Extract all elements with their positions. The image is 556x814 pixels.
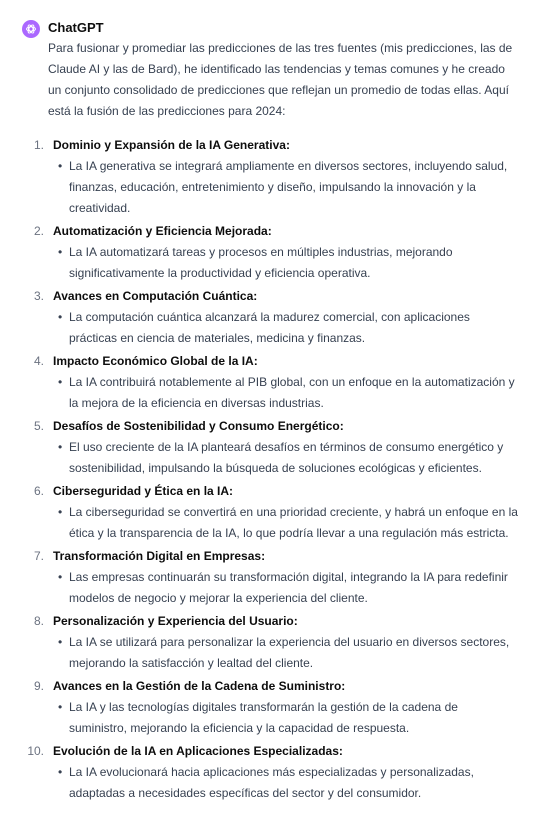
prediction-number: 10. (27, 744, 44, 758)
openai-logo-icon (25, 23, 37, 35)
prediction-text: Las empresas continuarán su transformación digital, integrando la IA para redefinir modelos de negocio y mejorar la experiencia del cliente. (69, 570, 508, 605)
prediction-text: La IA se utilizará para personalizar la experiencia del usuario en diversos sectores, mejorando la satisfacción y lealtad del cliente. (69, 635, 510, 670)
bullet-icon: • (58, 245, 63, 259)
prediction-item (33, 416, 518, 479)
prediction-number: 9. (33, 679, 44, 693)
prediction-item (33, 481, 518, 544)
prediction-bullets (48, 437, 518, 479)
prediction-title: Desafíos de Sostenibilidad y Consumo Energético: (53, 419, 344, 433)
prediction-number: 2. (33, 224, 44, 238)
bullet-icon: • (58, 375, 63, 389)
prediction-bullets (48, 156, 518, 219)
bullet-item (48, 632, 518, 674)
prediction-text: La computación cuántica alcanzará la madurez comercial, con aplicaciones prácticas en ciencia de materiales, medicina y finanzas. (69, 310, 470, 345)
prediction-item (33, 611, 518, 674)
prediction-text: La IA contribuirá notablemente al PIB global, con un enfoque en la automatización y la mejora de la eficiencia en diversas industrias. (69, 375, 515, 410)
bullet-item (48, 697, 518, 739)
bullet-item (48, 437, 518, 479)
prediction-text: La IA automatizará tareas y procesos en múltiples industrias, mejorando significativamente la productividad y eficiencia operativa. (69, 245, 453, 280)
prediction-item (27, 741, 518, 804)
prediction-text: La ciberseguridad se convertirá en una prioridad creciente, y habrá un enfoque en la ética y la transparencia de la IA, lo que podría llevar a una regulación más estricta. (69, 505, 518, 540)
prediction-bullets (48, 762, 518, 804)
prediction-item (33, 546, 518, 609)
prediction-title: Avances en Computación Cuántica: (53, 289, 258, 303)
prediction-bullets (48, 502, 518, 544)
prediction-title: Personalización y Experiencia del Usuario: (53, 614, 298, 628)
prediction-text: La IA generativa se integrará ampliamente en diversos sectores, incluyendo salud, finanzas, educación, entretenimiento y diseño, impulsando la innovación y la creatividad. (69, 159, 508, 215)
prediction-item (33, 676, 518, 739)
bullet-icon: • (58, 765, 63, 779)
prediction-number: 7. (33, 549, 44, 563)
bullet-item (48, 372, 518, 414)
bullet-item (48, 502, 518, 544)
prediction-item (33, 286, 518, 349)
prediction-item (33, 135, 518, 219)
prediction-number: 8. (33, 614, 44, 628)
bullet-icon: • (58, 159, 63, 173)
bullet-item (48, 156, 518, 219)
bullet-item (48, 307, 518, 349)
prediction-bullets (48, 307, 518, 349)
prediction-number: 5. (33, 419, 44, 433)
prediction-bullets (48, 697, 518, 739)
prediction-number: 3. (33, 289, 44, 303)
prediction-title: Automatización y Eficiencia Mejorada: (53, 224, 272, 238)
prediction-bullets (48, 632, 518, 674)
prediction-title: Transformación Digital en Empresas: (53, 549, 266, 563)
assistant-message (27, 38, 518, 806)
bullet-icon: • (58, 310, 63, 324)
bullet-item (48, 762, 518, 804)
prediction-text: El uso creciente de la IA planteará desafíos en términos de consumo energético y sostenibilidad, impulsando la búsqueda de soluciones ecológicas y eficientes. (69, 440, 504, 475)
bullet-icon: • (58, 635, 63, 649)
author-name: ChatGPT (48, 20, 104, 35)
prediction-item (33, 351, 518, 414)
intro-paragraph: Para fusionar y promediar las predicciones de las tres fuentes (mis predicciones, las de Claude AI y las de Bard), he identificado las tendencias y temas comunes y he creado un conjunto consolidado de predicciones que reflejan un promedio de todas ellas. Aquí está la fusión de las predicciones para 2024: (48, 41, 513, 118)
bullet-icon: • (58, 505, 63, 519)
bullet-item (48, 242, 518, 284)
prediction-title: Avances en la Gestión de la Cadena de Suministro: (53, 679, 346, 693)
prediction-bullets (48, 242, 518, 284)
assistant-avatar (22, 20, 40, 38)
prediction-item (33, 221, 518, 284)
prediction-text: La IA evolucionará hacia aplicaciones más especializadas y personalizadas, adaptadas a necesidades específicas del sector y del consumidor. (69, 765, 474, 800)
prediction-text: La IA y las tecnologías digitales transformarán la gestión de la cadena de suministro, mejorando la eficiencia y la capacidad de respuesta. (69, 700, 458, 735)
prediction-bullets (48, 372, 518, 414)
prediction-title: Impacto Económico Global de la IA: (53, 354, 258, 368)
prediction-number: 1. (33, 138, 44, 152)
prediction-bullets (48, 567, 518, 609)
bullet-icon: • (58, 440, 63, 454)
prediction-number: 4. (33, 354, 44, 368)
bullet-icon: • (58, 700, 63, 714)
prediction-title: Dominio y Expansión de la IA Generativa: (53, 138, 290, 152)
predictions-list (27, 135, 518, 804)
prediction-title: Evolución de la IA en Aplicaciones Especializadas: (53, 744, 343, 758)
bullet-icon: • (58, 570, 63, 584)
prediction-title: Ciberseguridad y Ética en la IA: (53, 484, 234, 498)
prediction-number: 6. (33, 484, 44, 498)
bullet-item (48, 567, 518, 609)
